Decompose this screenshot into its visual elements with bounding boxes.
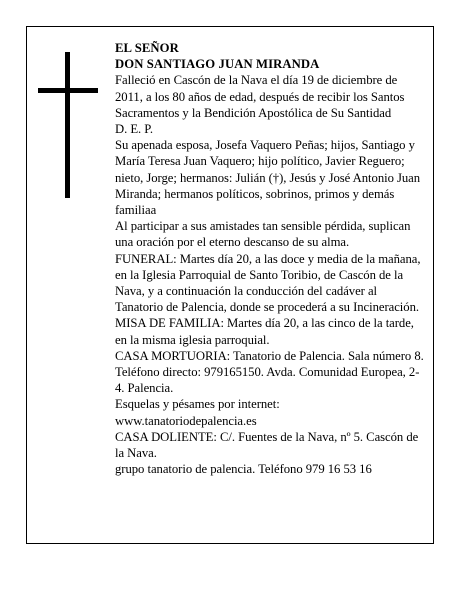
family-list: Su apenada esposa, Josefa Vaquero Peñas; hijos, Santiago y María Teresa Juan Vaquero; hijo político, Javier Reguero; nieto, Jorge; hermanos: Julián (†), Jesús y José Antonio Juan Miranda; hermanos políticos, sobrinos, primos y demás familiaa — [115, 138, 421, 218]
prayer-request: Al participar a sus amistades tan sensible pérdida, suplican una oración por el eterno descanso de su alma. — [115, 219, 411, 250]
family-mass-details: MISA DE FAMILIA: Martes día 20, a las cinco de la tarde, en la misma iglesia parroquial. — [115, 316, 414, 347]
funeral-home-footer: grupo tanatorio de palencia. Teléfono 979 16 53 16 — [115, 462, 372, 477]
cross-horizontal-bar — [38, 88, 98, 93]
deceased-name: DON SANTIAGO JUAN MIRANDA — [115, 57, 320, 72]
internet-condolences-label: Esquelas y pésames por internet: — [115, 397, 280, 412]
cross-icon — [38, 52, 98, 198]
obituary-text — [115, 40, 427, 477]
mortuary-details: CASA MORTUORIA: Tanatorio de Palencia. Sala número 8. Teléfono directo: 979165150. Avda. Comunidad Europea, 2-4. Palencia. — [115, 348, 424, 396]
death-announcement: Falleció en Cascón de la Nava el día 19 de diciembre de 2011, a los 80 años de edad, después de recibir los Santos Sacramentos y la Bendición Apostólica de Su Santidad — [115, 73, 405, 120]
funeral-details: FUNERAL: Martes día 20, a las doce y media de la mañana, en la Iglesia Parroquial de Santo Toribio, de Cascón de la Nava, y a continuación la conducción del cadáver al Tanatorio de Palencia, donde se procederá a su Incineración. — [115, 251, 421, 315]
website-address: www.tanatoriodepalencia.es — [115, 413, 257, 428]
casa-doliente-details: CASA DOLIENTE: C/. Fuentes de la Nava, nº 5. Cascón de la Nava. — [115, 429, 419, 461]
deceased-title: EL SEÑOR — [115, 41, 179, 55]
rip-line: D. E. P. — [115, 122, 154, 137]
cross-vertical-bar — [65, 52, 70, 198]
